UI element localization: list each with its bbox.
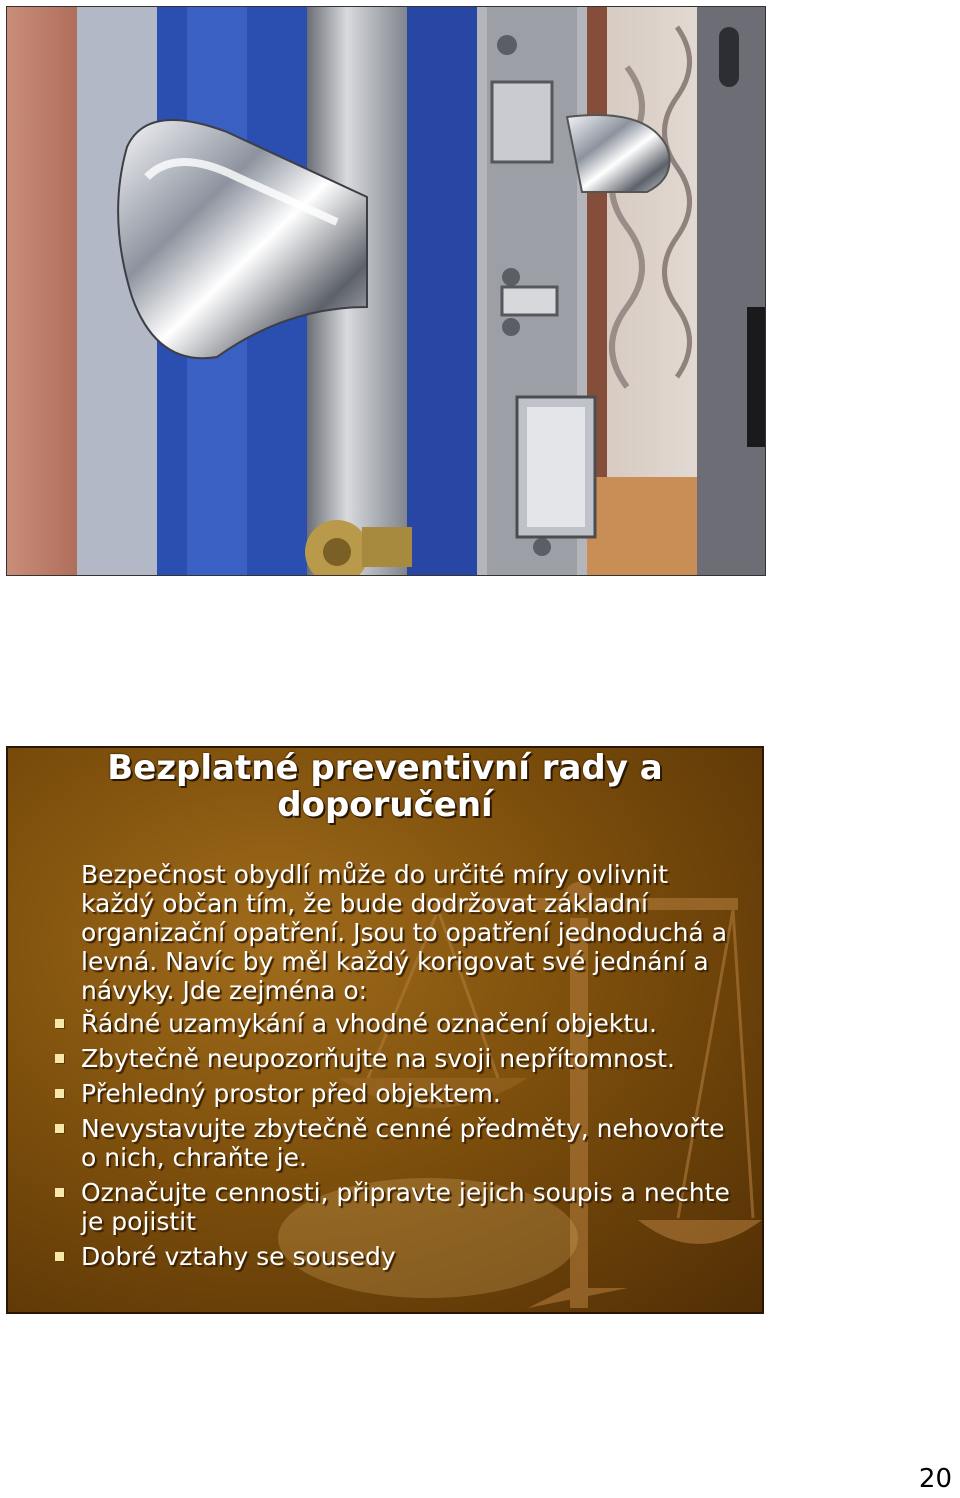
slide-content	[81, 860, 741, 1277]
list-item: Nevystavujte zbytečně cenné předměty, nehovořte o nich, chraňte je.	[81, 1114, 741, 1172]
list-item: Přehledný prostor před objektem.	[81, 1079, 741, 1108]
slide-title-line2: doporučení	[277, 785, 493, 825]
slide-title	[8, 750, 762, 824]
list-item: Dobré vztahy se sousedy	[81, 1242, 741, 1271]
advice-list	[81, 1009, 741, 1271]
door-lock-illustration	[7, 7, 765, 575]
page-number: 20	[918, 1464, 952, 1494]
preventive-advice-slide	[6, 746, 764, 1314]
intro-paragraph: Bezpečnost obydlí může do určité míry ovlivnit každý občan tím, že bude dodržovat základní organizační opatření. Jsou to opatření jednoduchá a levná. Navíc by měl každý korigovat své jednání a návyky. Jde zejména o:	[81, 860, 728, 1005]
slide-title-line1: Bezplatné preventivní rady a	[107, 748, 663, 788]
list-item: Zbytečně neupozorňujte na svoji nepřítomnost.	[81, 1044, 741, 1073]
list-item: Řádné uzamykání a vhodné označení objektu.	[81, 1009, 741, 1038]
door-lock-photo	[6, 6, 766, 576]
list-item: Označujte cennosti, připravte jejich soupis a nechte je pojistit	[81, 1178, 741, 1236]
